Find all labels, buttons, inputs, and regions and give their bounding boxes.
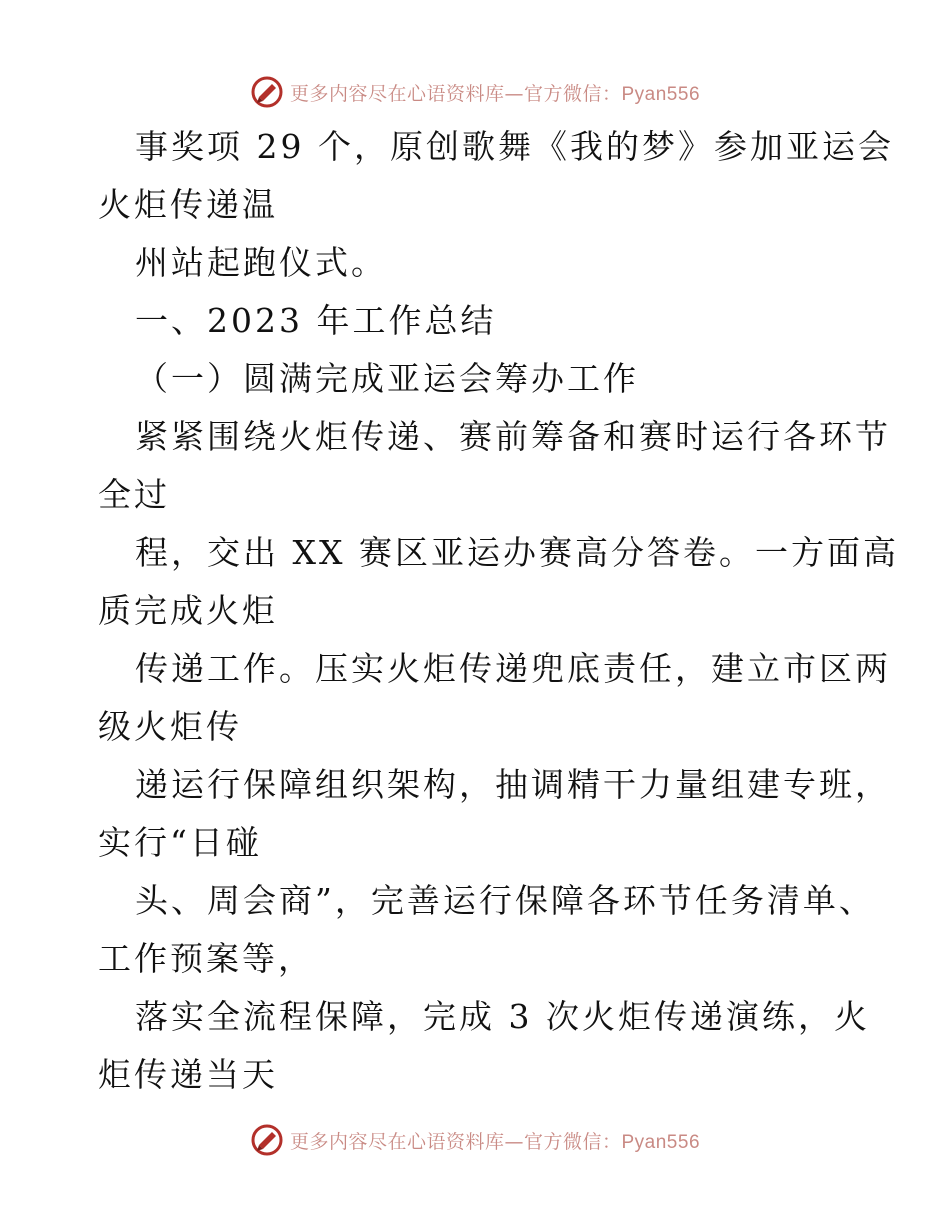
- text-line: 质完成火炬: [98, 591, 278, 630]
- header-watermark: [0, 72, 950, 112]
- pen-logo-icon: [250, 1123, 284, 1157]
- text-line: 工作预案等，: [98, 939, 314, 978]
- text-line: 事奖项 29 个，原创歌舞《我的梦》参加亚运会: [135, 127, 894, 166]
- watermark-text: 更多内容尽在心语资料库—官方微信：Pyan556: [289, 82, 701, 105]
- text-line: 头、周会商”，完善运行保障各环节任务清单、: [135, 881, 875, 920]
- text-line: 州站起跑仪式。: [135, 243, 387, 282]
- text-line: 落实全流程保障，完成 3 次火炬传递演练，火: [135, 997, 870, 1036]
- text-line: 火炬传递温: [98, 185, 278, 224]
- text-line: 传递工作。压实火炬传递兜底责任，建立市区两: [135, 649, 891, 688]
- pen-logo-icon: [250, 75, 284, 109]
- text-line: 紧紧围绕火炬传递、赛前筹备和赛时运行各环节: [135, 417, 891, 456]
- text-line: 炬传递当天: [98, 1055, 278, 1094]
- text-line: 程，交出 XX 赛区亚运办赛高分答卷。一方面高: [135, 533, 899, 572]
- text-line: 全过: [98, 475, 170, 514]
- text-line: 级火炬传: [98, 707, 242, 746]
- footer-watermark: [0, 1120, 950, 1160]
- text-line: 递运行保障组织架构，抽调精干力量组建专班，: [135, 765, 891, 804]
- watermark-text: 更多内容尽在心语资料库—官方微信：Pyan556: [289, 1130, 701, 1153]
- section-heading: 一、2023 年工作总结: [135, 301, 497, 340]
- document-body: [98, 118, 899, 1104]
- subsection-heading: （一）圆满完成亚运会筹办工作: [135, 359, 639, 398]
- text-line: 实行“日碰: [98, 823, 262, 862]
